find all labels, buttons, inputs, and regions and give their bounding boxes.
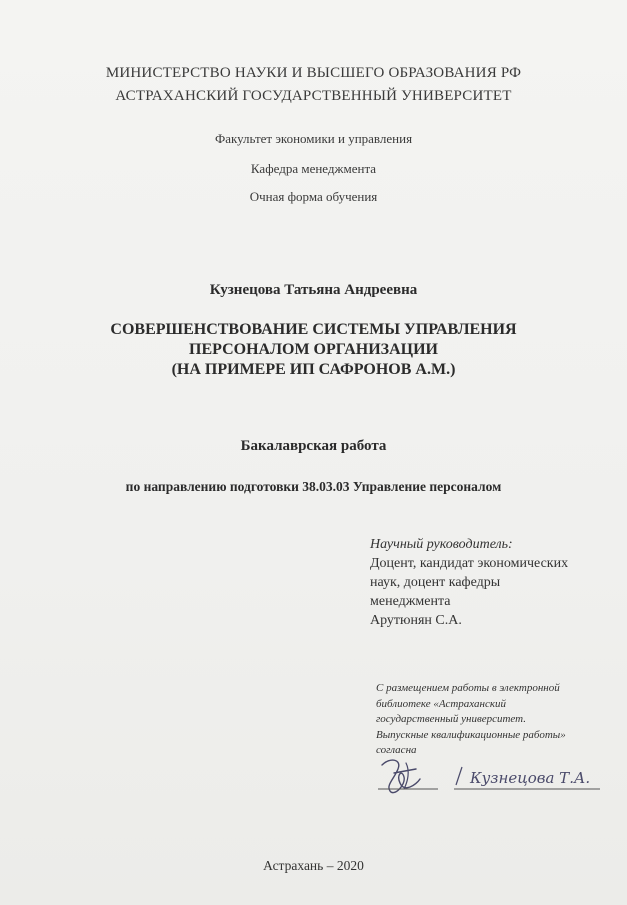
university-name: АСТРАХАНСКИЙ ГОСУДАРСТВЕННЫЙ УНИВЕРСИТЕТ [115, 88, 512, 104]
supervisor-title-line-3: менеджмента [370, 594, 451, 609]
thesis-title-line-1: СОВЕРШЕНСТВОВАНИЕ СИСТЕМЫ УПРАВЛЕНИЯ [110, 321, 517, 338]
supervisor-title-line-1: Доцент, кандидат экономических [370, 556, 569, 571]
consent-line-3: государственный университет. [376, 713, 526, 725]
study-direction: по направлению подготовки 38.03.03 Управление персоналом [125, 479, 502, 494]
faculty-name: Факультет экономики и управления [214, 131, 413, 146]
thesis-title [0, 320, 627, 380]
header-block [0, 62, 627, 108]
city-year: Астрахань – 2020 [263, 858, 364, 873]
supervisor-role: Научный руководитель: [370, 537, 513, 552]
supervisor-block [370, 535, 610, 630]
ministry-name: МИНИСТЕРСТВО НАУКИ И ВЫСШЕГО ОБРАЗОВАНИЯ РФ [105, 65, 522, 81]
consent-line-5: согласна [376, 744, 417, 756]
handwritten-signature [376, 755, 606, 805]
thesis-title-line-2: ПЕРСОНАЛОМ ОРГАНИЗАЦИИ [189, 341, 438, 358]
supervisor-title-line-2: наук, доцент кафедры [370, 575, 501, 590]
chair-name: Кафедра менеджмента [250, 161, 377, 176]
author-name: Кузнецова Татьяна Андреевна [209, 282, 418, 298]
consent-block [376, 681, 616, 759]
signature-area [376, 755, 606, 805]
supervisor-name: Арутюнян С.А. [370, 613, 462, 628]
study-form: Очная форма обучения [249, 189, 378, 204]
consent-line-4: Выпускные квалификационные работы» [376, 728, 566, 741]
work-type: Бакалаврская работа [240, 438, 387, 454]
thesis-title-line-3: (НА ПРИМЕРЕ ИП САФРОНОВ А.М.) [171, 361, 456, 378]
consent-line-1: С размещением работы в электронной [376, 682, 560, 694]
handwritten-name: Кузнецова Т.А. [470, 769, 591, 787]
consent-line-2: библиотеке «Астраханский [376, 697, 507, 710]
